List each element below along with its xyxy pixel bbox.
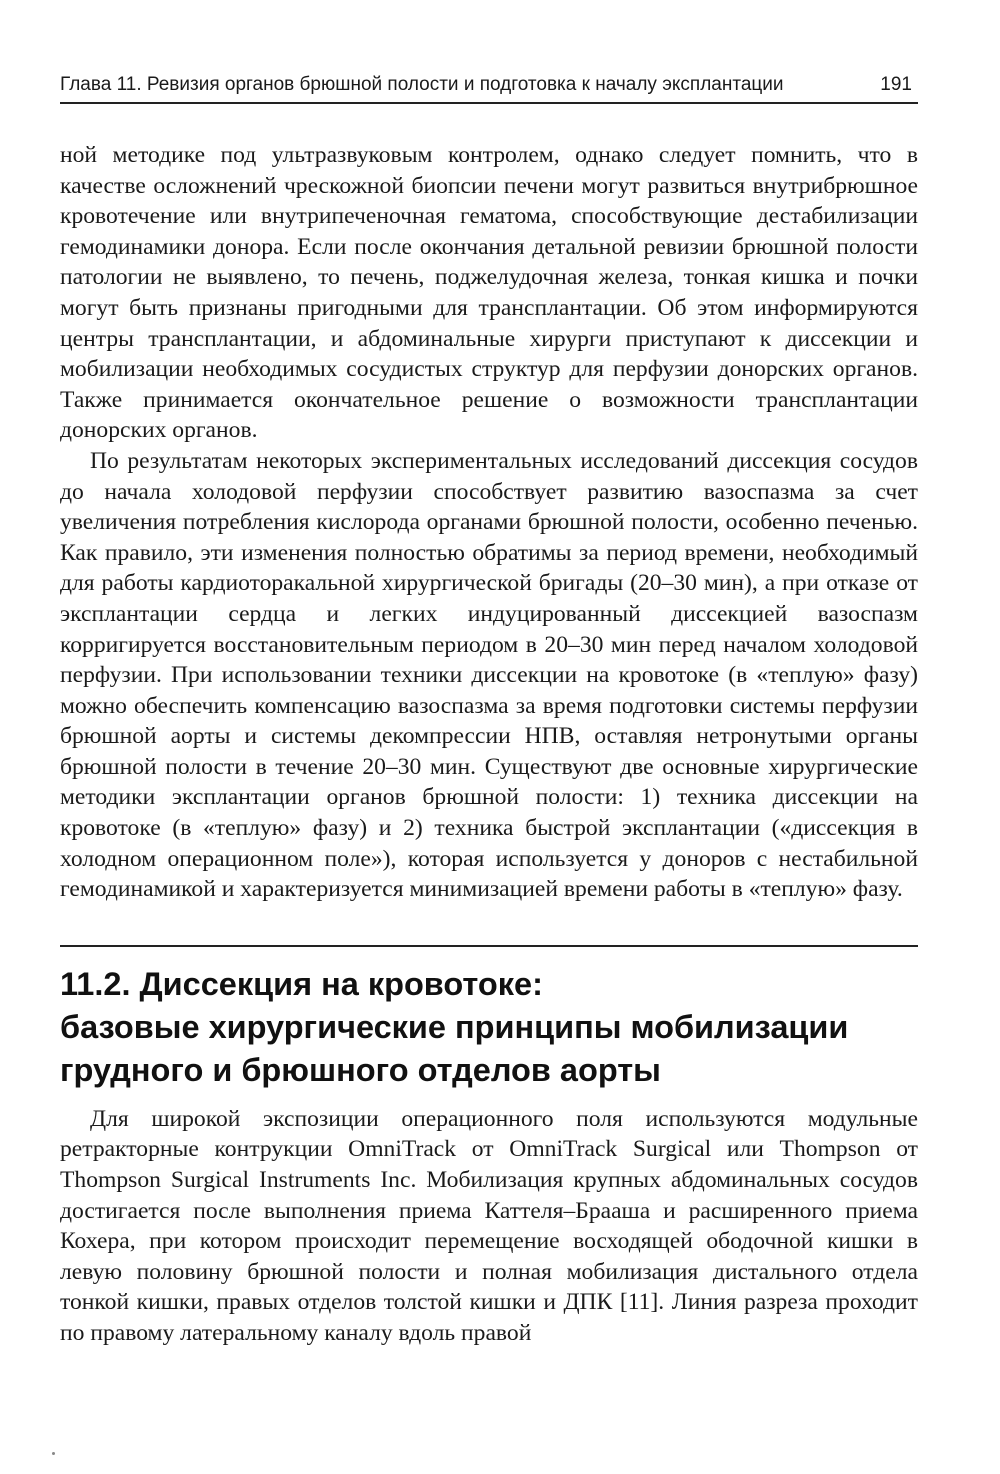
section-heading (60, 963, 918, 1092)
book-page (60, 0, 918, 1474)
scan-speck (52, 1452, 55, 1455)
chapter-title: Глава 11. Ревизия органов брюшной полости и подготовка к началу эксплантации (60, 74, 784, 95)
paragraph-vasospasm: По результатам некоторых экспериментальных исследований диссекция сосудов до начала холодовой перфузии способствует развитию вазоспазма за счет увеличения потребления кислорода органами брюшной полости, особенно печенью. Как правило, эти изменения полностью обратимы за период времени, необходимый для работы кардиоторакальной хирургической бригады (20–30 мин), а при отказе от эксплантации сердца и легких индуцированный диссекцией вазоспазм корригируется восстановительным периодом в 20–30 мин перед началом холодовой перфузии. При использовании техники диссекции на кровотоке (в «теплую» фазу) можно обеспечить компенсацию вазоспазма за время подготовки системы перфузии брюшной аорты и системы декомпрессии НПВ, оставляя нетронутыми органы брюшной полости в течение 20–30 мин. Существуют две основные хирургические методики эксплантации органов брюшной полости: 1) техника диссекции на кровотоке (в «теплую» фазу) и 2) техника быстрой эксплантации («диссекция в холодном операционном поле»), которая используется у доноров с нестабильной гемодинамикой и характеризуется минимизацией времени работы в «теплую» фазу. (60, 447, 918, 903)
page-number: 191 (880, 74, 912, 95)
paragraph-retractors: Для широкой экспозиции операционного поля используются модульные ретракторные контрукции OmniTrack от OmniTrack Surgical или Thompson от Thompson Surgical Instruments Inc. Мобилизация крупных абдоминальных сосудов достигается после выполнения приема Каттеля–Брааша и расширенного приема Кохера, при котором происходит перемещение восходящей ободочной кишки в левую половину брюшной полости и полная мобилизация дистального отдела тонкой кишки, правых отделов толстой кишки и ДПК [11]. Линия разреза проходит по правому латеральному каналу вдоль правой (60, 1105, 918, 1346)
running-header (60, 72, 918, 104)
section-heading-line-2: базовые хирургические принципы мобилизации (60, 1008, 849, 1045)
section-body (60, 1104, 918, 1349)
page-body (60, 140, 918, 1349)
paragraph-continued: ной методике под ультразвуковым контролем, однако следует помнить, что в качестве осложнений чрескожной биопсии печени могут развиться внутрибрюшное кровотечение или внутрипеченочная гематома, способствующие дестабилизации гемодинамики донора. Если после окончания детальной ревизии брюшной полости патологии не выявлено, то печень, поджелудочная железа, тонкая кишка и почки могут быть признаны пригодными для трансплантации. Об этом информируются центры трансплантации, и абдоминальные хирурги приступают к диссекции и мобилизации необходимых сосудистых структур для перфузии донорских органов. Также принимается окончательное решение о возможности трансплантации донорских органов. (60, 142, 918, 444)
section-divider (60, 945, 918, 947)
section-heading-line-1: 11.2. Диссекция на кровотоке: (60, 965, 543, 1002)
section-heading-line-3: грудного и брюшного отделов аорты (60, 1051, 661, 1088)
